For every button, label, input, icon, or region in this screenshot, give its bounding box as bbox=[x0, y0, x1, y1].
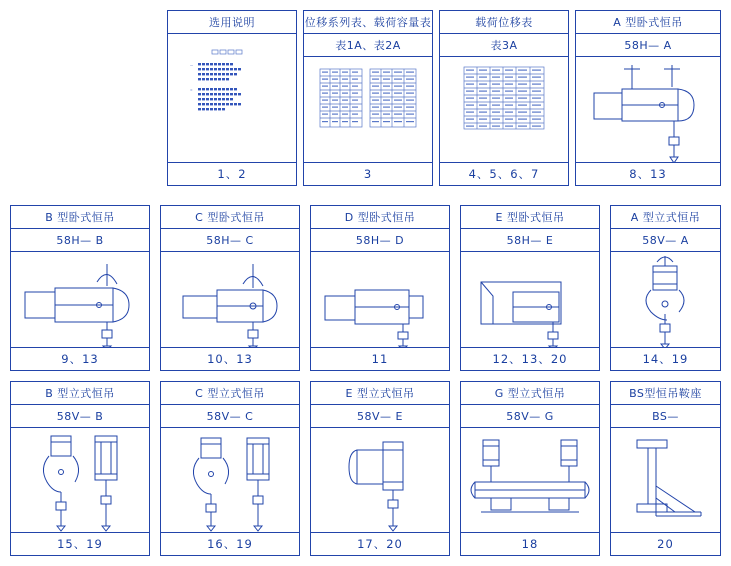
card-header: 载荷位移表 bbox=[440, 11, 568, 34]
card-subheader: 表3A bbox=[440, 34, 568, 57]
card-figure-vertical-g bbox=[461, 428, 599, 532]
card-subheader: 58H— E bbox=[461, 229, 599, 252]
card-type-c-vertical[interactable] bbox=[160, 381, 300, 556]
card-selection-notes[interactable] bbox=[167, 10, 297, 186]
card-footer: 12、13、20 bbox=[461, 347, 599, 370]
card-type-a-vertical[interactable] bbox=[610, 205, 721, 371]
card-subheader: 58V— A bbox=[611, 229, 720, 252]
card-figure-vertical-b bbox=[11, 428, 149, 532]
card-subheader: BS— bbox=[611, 405, 720, 428]
card-type-a-horizontal[interactable] bbox=[575, 10, 721, 186]
card-figure-horizontal-e bbox=[461, 252, 599, 347]
card-figure-vertical-c bbox=[161, 428, 299, 532]
card-header: E 型立式恒吊 bbox=[311, 382, 449, 405]
card-header: 选用说明 bbox=[168, 11, 296, 34]
card-footer: 8、13 bbox=[576, 162, 720, 185]
card-bs-saddle[interactable] bbox=[610, 381, 721, 556]
card-figure-text-block bbox=[168, 34, 296, 162]
card-header: E 型卧式恒吊 bbox=[461, 206, 599, 229]
card-type-c-horizontal[interactable] bbox=[160, 205, 300, 371]
card-footer: 11 bbox=[311, 347, 449, 370]
card-header: A 型立式恒吊 bbox=[611, 206, 720, 229]
card-header: 位移系列表、载荷容量表 bbox=[304, 11, 432, 34]
card-type-e-vertical[interactable] bbox=[310, 381, 450, 556]
card-footer: 9、13 bbox=[11, 347, 149, 370]
card-header: C 型立式恒吊 bbox=[161, 382, 299, 405]
card-subheader: 58H— A bbox=[576, 34, 720, 57]
card-footer: 15、19 bbox=[11, 532, 149, 555]
card-load-displacement-table[interactable] bbox=[439, 10, 569, 186]
card-type-b-horizontal[interactable] bbox=[10, 205, 150, 371]
card-subheader: 表1A、表2A bbox=[304, 34, 432, 57]
card-footer: 17、20 bbox=[311, 532, 449, 555]
card-footer: 1、2 bbox=[168, 162, 296, 185]
card-subheader: 58H— B bbox=[11, 229, 149, 252]
card-footer: 14、19 bbox=[611, 347, 720, 370]
card-footer: 18 bbox=[461, 532, 599, 555]
card-subheader: 58V— B bbox=[11, 405, 149, 428]
card-subheader: 58H— C bbox=[161, 229, 299, 252]
card-subheader: 58V— E bbox=[311, 405, 449, 428]
card-header: G 型立式恒吊 bbox=[461, 382, 599, 405]
card-header: D 型卧式恒吊 bbox=[311, 206, 449, 229]
card-figure-saddle-bs bbox=[611, 428, 720, 532]
card-header: B 型立式恒吊 bbox=[11, 382, 149, 405]
card-type-d-horizontal[interactable] bbox=[310, 205, 450, 371]
svg-text:=: = bbox=[190, 88, 193, 92]
card-figure-horizontal-d bbox=[311, 252, 449, 347]
card-header: B 型卧式恒吊 bbox=[11, 206, 149, 229]
card-type-g-vertical[interactable] bbox=[460, 381, 600, 556]
card-subheader: 58V— G bbox=[461, 405, 599, 428]
card-figure-tables-1 bbox=[440, 57, 568, 162]
card-footer: 4、5、6、7 bbox=[440, 162, 568, 185]
card-header: BS型恒吊鞍座 bbox=[611, 382, 720, 405]
card-figure-vertical-a bbox=[611, 252, 720, 347]
card-figure-horizontal-c bbox=[161, 252, 299, 347]
svg-text:—: — bbox=[190, 63, 194, 67]
card-figure-horizontal-b bbox=[11, 252, 149, 347]
card-header: A 型卧式恒吊 bbox=[576, 11, 720, 34]
card-footer: 16、19 bbox=[161, 532, 299, 555]
card-figure-horizontal-a bbox=[576, 57, 720, 162]
card-type-b-vertical[interactable] bbox=[10, 381, 150, 556]
card-subheader: 58V— C bbox=[161, 405, 299, 428]
card-footer: 10、13 bbox=[161, 347, 299, 370]
card-figure-tables-2 bbox=[304, 57, 432, 162]
card-figure-vertical-e bbox=[311, 428, 449, 532]
card-displacement-series-load-capacity[interactable] bbox=[303, 10, 433, 186]
card-footer: 20 bbox=[611, 532, 720, 555]
card-subheader: 58H— D bbox=[311, 229, 449, 252]
card-header: C 型卧式恒吊 bbox=[161, 206, 299, 229]
card-type-e-horizontal[interactable] bbox=[460, 205, 600, 371]
card-footer: 3 bbox=[304, 162, 432, 185]
